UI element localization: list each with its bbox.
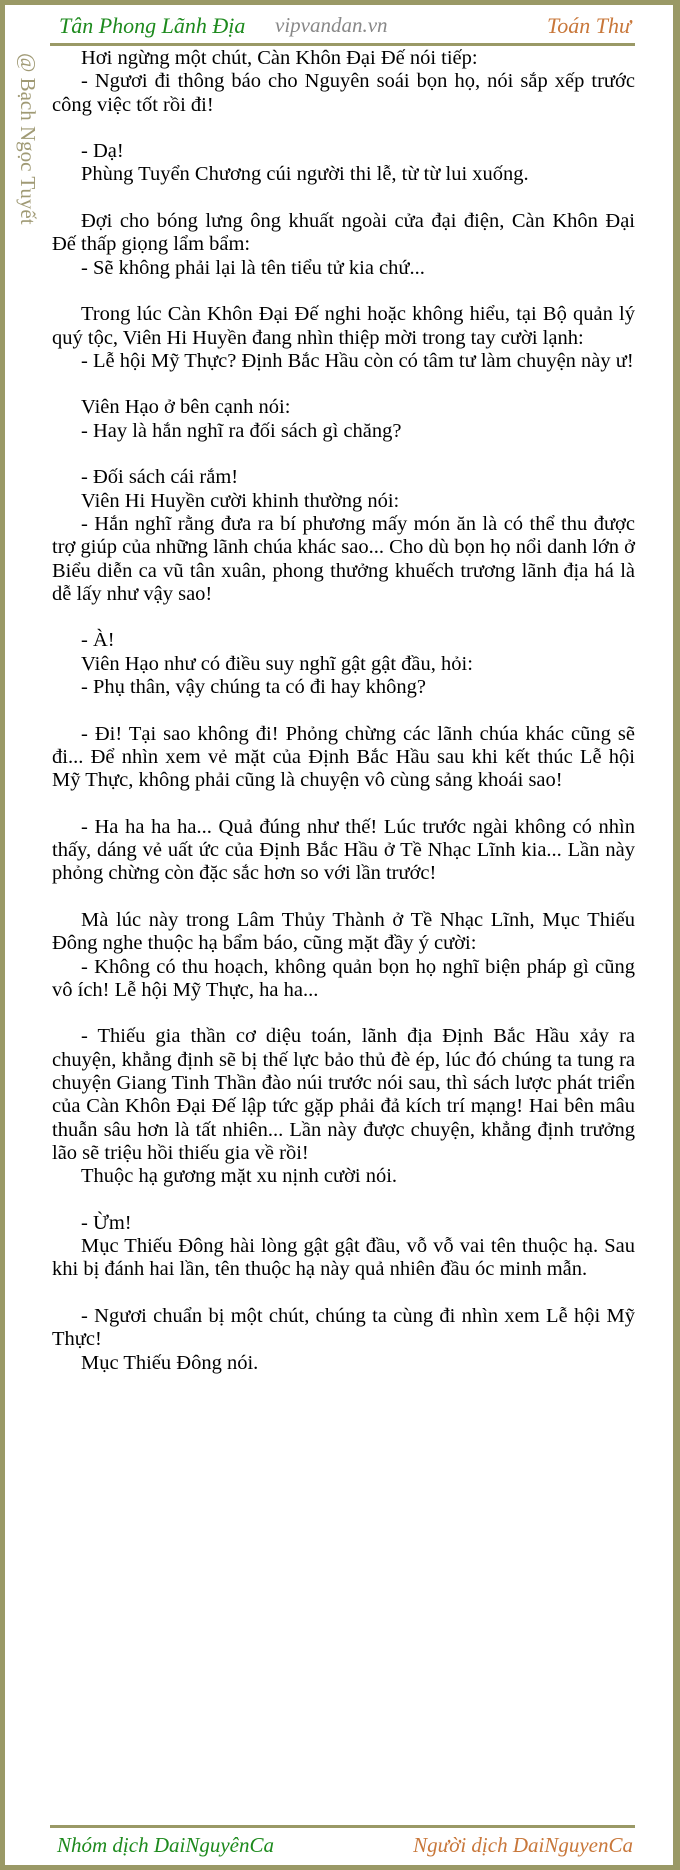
paragraph-spacer xyxy=(52,1002,635,1025)
paragraph-spacer xyxy=(52,606,635,629)
translator-name: Người dịch DaiNguyenCa xyxy=(413,1833,633,1857)
chapter-text xyxy=(52,47,635,1375)
paragraph: - Ngươi chuẩn bị một chút, chúng ta cùng đi nhìn xem Lễ hội Mỹ Thực! xyxy=(52,1305,635,1351)
paragraph: Trong lúc Càn Khôn Đại Đế nghi hoặc không hiểu, tại Bộ quản lý quý tộc, Viên Hi Huyền đang nhìn thiệp mời trong tay cười lạnh: xyxy=(52,303,635,349)
paragraph: - Ừm! xyxy=(81,1211,132,1234)
paragraph-spacer xyxy=(52,187,635,210)
paragraph-spacer xyxy=(52,1189,635,1212)
paragraph-spacer xyxy=(52,793,635,816)
paragraph: Mục Thiếu Đông hài lòng gật gật đầu, vỗ vỗ vai tên thuộc hạ. Sau khi bị đánh hai lần, tên thuộc hạ này quả nhiên đầu óc minh mẫn. xyxy=(52,1235,635,1281)
paragraph-spacer xyxy=(52,699,635,722)
paragraph-spacer xyxy=(52,373,635,396)
paragraph: - Sẽ không phải lại là tên tiểu tử kia chứ... xyxy=(81,256,425,279)
paragraph: Hơi ngừng một chút, Càn Khôn Đại Đế nói tiếp: xyxy=(81,47,478,69)
paragraph: Phùng Tuyển Chương cúi người thi lễ, từ từ lui xuống. xyxy=(81,163,529,186)
paragraph: - Đi! Tại sao không đi! Phỏng chừng các lãnh chúa khác cũng sẽ đi... Để nhìn xem vẻ mặt của Định Bắc Hầu sau khi kết thúc Lễ hội Mỹ Thực, không phải cũng là chuyện vô cùng sảng khoái sao! xyxy=(52,722,635,792)
paragraph: - À! xyxy=(81,629,115,652)
watermark: @ Bạch Ngọc Tuyết xyxy=(16,53,40,225)
page-header xyxy=(55,7,635,47)
paragraph: - Ngươi đi thông báo cho Nguyên soái bọn họ, nói sắp xếp trước công việc tốt rồi đi! xyxy=(52,70,635,116)
paragraph-spacer xyxy=(52,280,635,303)
author-name: Toán Thư xyxy=(547,13,631,38)
paragraph: Viên Hạo ở bên cạnh nói: xyxy=(81,396,291,419)
header-divider xyxy=(50,43,635,46)
paragraph: Viên Hạo như có điều suy nghĩ gật gật đầu, hỏi: xyxy=(81,652,473,675)
paragraph-spacer xyxy=(52,1282,635,1305)
paragraph: Viên Hi Huyền cười khinh thường nói: xyxy=(81,489,400,512)
paragraph: - Dạ! xyxy=(81,140,124,163)
paragraph: Thuộc hạ gương mặt xu nịnh cười nói. xyxy=(81,1165,398,1188)
page xyxy=(5,5,673,1865)
site-name: vipvandan.vn xyxy=(275,13,388,37)
paragraph: - Hay là hắn nghĩ ra đối sách gì chăng? xyxy=(81,419,402,442)
book-title: Tân Phong Lãnh Địa xyxy=(59,13,246,38)
paragraph: - Thiếu gia thần cơ diệu toán, lãnh địa Định Bắc Hầu xảy ra chuyện, khẳng định sẽ bị thế lực bảo thủ đè ép, lúc đó chúng ta tung ra chuyện Giang Tinh Thần đào núi trước nói sau, thì sách lược phát triển của Càn Khôn Đại Đế lập tức gặp phải đả kích trí mạng! Hai bên mâu thuẫn sâu hơn là tất nhiên... Lần này được chuyện, khẳng định trưởng lão sẽ triệu hồi thiếu gia về rồi! xyxy=(52,1025,635,1164)
paragraph-spacer xyxy=(52,117,635,140)
paragraph: Mà lúc này trong Lâm Thủy Thành ở Tề Nhạc Lĩnh, Mục Thiếu Đông nghe thuộc hạ bẩm báo, cũng mặt đầy ý cười: xyxy=(52,908,635,955)
paragraph-spacer xyxy=(52,443,635,466)
paragraph: - Ha ha ha ha... Quả đúng như thế! Lúc trước ngài không có nhìn thấy, dáng vẻ uất ức của Định Bắc Hầu ở Tề Nhạc Lĩnh kia... Lần này phỏng chừng còn đặc sắc hơn so với lần trước! xyxy=(52,815,635,885)
paragraph: - Lễ hội Mỹ Thực? Định Bắc Hầu còn có tâm tư làm chuyện này ư! xyxy=(81,349,634,372)
page-footer xyxy=(55,1831,635,1861)
paragraph: - Đối sách cái rắm! xyxy=(81,466,239,489)
paragraph: - Hắn nghĩ rằng đưa ra bí phương mấy món ăn là có thể thu được trợ giúp của những lãnh chúa khác sao... Cho dù bọn họ nổi danh lớn ở Biểu diễn ca vũ tân xuân, phong thưởng khuếch trương lãnh địa há là dễ lấy như vậy sao! xyxy=(52,512,635,605)
footer-divider xyxy=(50,1825,635,1828)
paragraph: Đợi cho bóng lưng ông khuất ngoài cửa đại điện, Càn Khôn Đại Đế thấp giọng lẩm bẩm: xyxy=(52,210,635,256)
paragraph: - Phụ thân, vậy chúng ta có đi hay không? xyxy=(81,676,427,699)
paragraph: - Không có thu hoạch, không quản bọn họ nghĩ biện pháp gì cũng vô ích! Lễ hội Mỹ Thực, ha ha... xyxy=(52,955,635,1001)
paragraph-spacer xyxy=(52,886,635,909)
translation-group: Nhóm dịch DaiNguyênCa xyxy=(57,1833,274,1857)
paragraph: Mục Thiếu Đông nói. xyxy=(81,1351,259,1374)
